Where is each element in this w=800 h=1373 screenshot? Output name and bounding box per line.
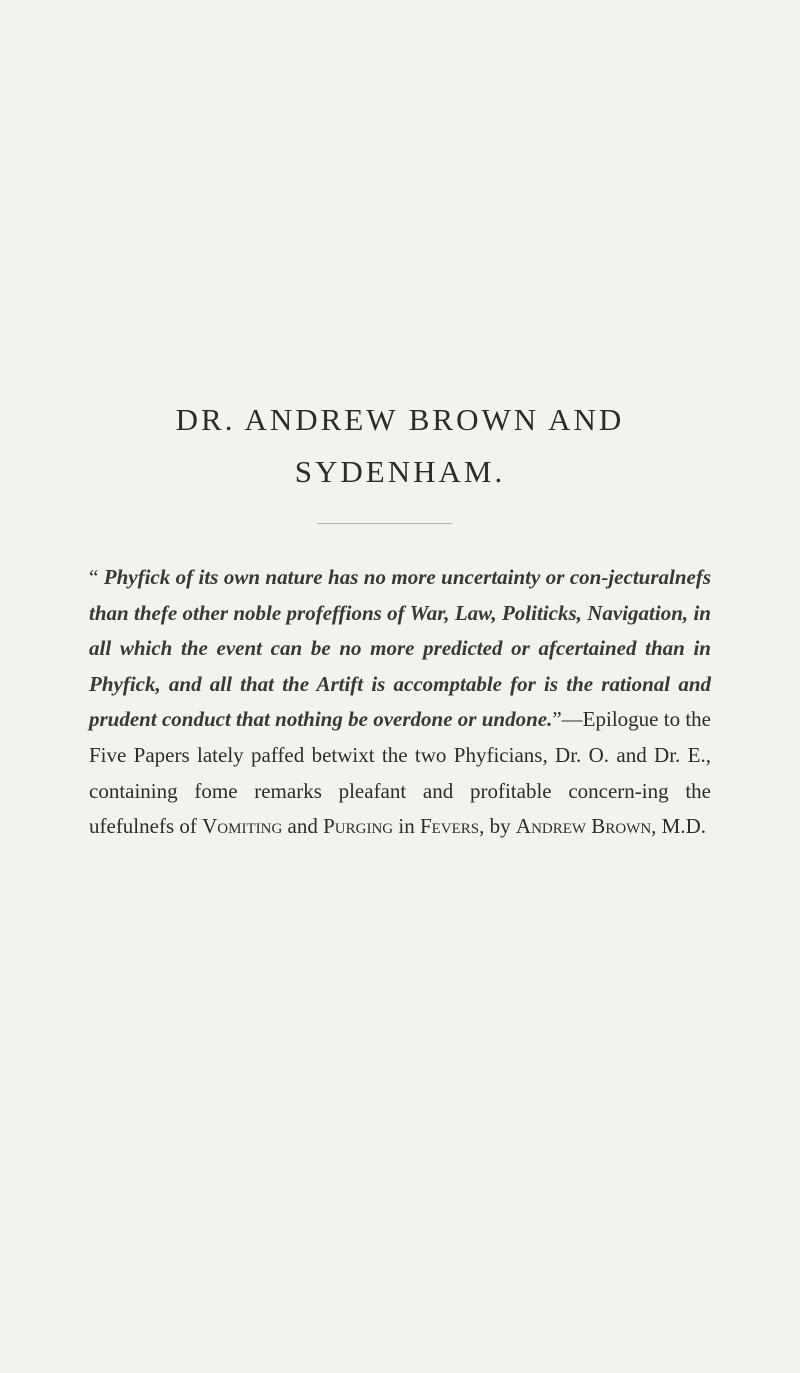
chapter-title-line-2: SYDENHAM. <box>294 454 506 489</box>
title-divider <box>317 523 452 524</box>
epigraph-source: —Epilogue to the Five Papers lately paffed betwixt the two Phyficians, Dr. O. and Dr. E., containing fome remarks pleafant and profitable concern-ing the ufefulnefs of <box>89 707 711 839</box>
source-word-by: by <box>489 814 511 839</box>
source-word-in: in <box>398 814 415 839</box>
epigraph-quote: Phyfick of its own nature has no more uncertainty or con-jecturalnefs than thefe other noble profeffions of War, Law, Politicks, Navigation, in all which the event can be no more predicted or afcertained than in Phyfick, and all that the Artift is accomptable for is the rational and prudent conduct that nothing be overdone or undone. <box>89 565 711 732</box>
quote-open-mark: “ <box>89 565 99 589</box>
quote-close-mark: ” <box>552 707 562 732</box>
chapter-title-line-1: DR. ANDREW BROWN AND <box>175 402 625 437</box>
author-degree: M.D. <box>661 814 706 839</box>
author-name: Andrew Brown, <box>515 814 657 839</box>
source-term-fevers: Fevers, <box>419 814 485 839</box>
epigraph <box>89 560 711 845</box>
source-term-purging: Purging <box>323 814 394 839</box>
source-term-vomiting: Vomiting <box>202 814 283 839</box>
source-word-and: and <box>287 814 318 839</box>
